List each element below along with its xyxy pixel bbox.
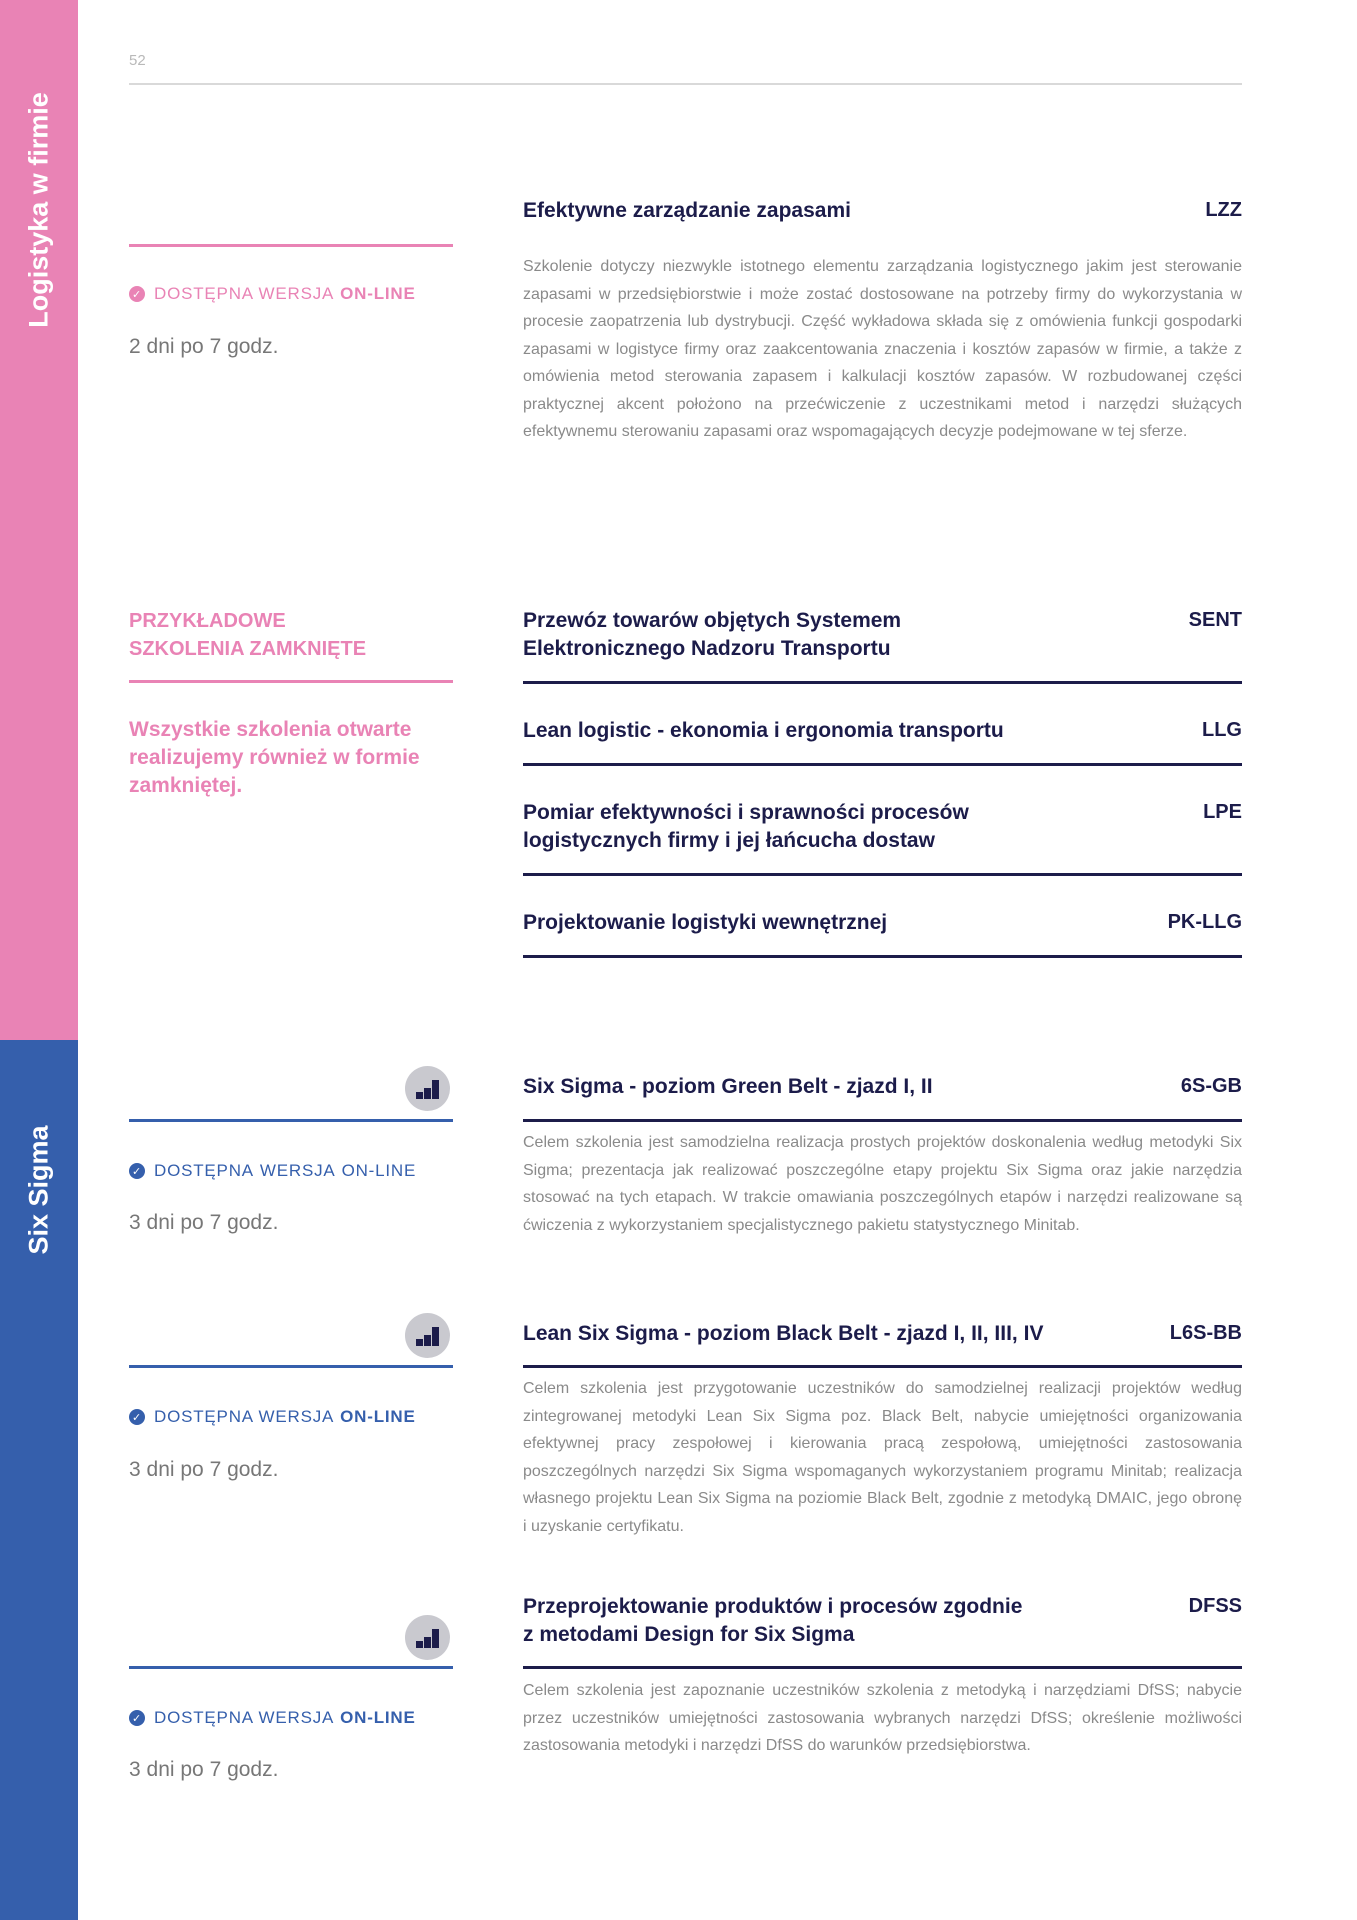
course-lzz-description: Szkolenie dotyczy niezwykle istotnego elementu zarządzania logistycznego jakim jest sterowanie zapasami w przedsiębiorstwie i może zostać dostosowane na potrzeby firmy do wykorzystania w procesie zaopatrzenia lub dystrybucji. Część wykładowa składa się z omówienia funkcji gospodarki zapasami w logistyce firmy oraz zaakcentowania znaczenia i kosztów zapasów w firmie, a także z omówienia metod sterowania zapasem i kalkulacji kosztów zapasów. W rozbudowanej części praktycznej akcent położono na przećwiczenie z uczestnikami metod i narzędzi służących efektywnemu sterowaniu zapasami oraz wspomagających decyzje podejmowane w tej sferze. [523, 258, 1242, 440]
six-sigma-bb-online-badge: ✓ DOSTĘPNA WERSJA ON-LINE [129, 1407, 416, 1427]
dfss-code: DFSS [1188, 1595, 1242, 1617]
closed-item-divider [523, 681, 1242, 684]
six-sigma-gb-duration: 3 dni po 7 godz. [129, 1211, 279, 1234]
six-sigma-bb-title: Lean Six Sigma - poziom Black Belt - zjazd I, II, III, IV [523, 1322, 1044, 1345]
dfss-right-divider [523, 1666, 1242, 1669]
sidebar-logistics-label: Logistyka w firmie [23, 92, 54, 328]
level-bars-icon [405, 1615, 450, 1660]
closed-item-pk-llg-title: Projektowanie logistyki wewnętrznej [523, 911, 888, 934]
level-bars-icon [405, 1313, 450, 1358]
sidebar-six-sigma-label: Six Sigma [23, 1125, 54, 1255]
closed-item-sent-title: Przewóz towarów objętych Systemem Elektronicznego Nadzoru Transportu [523, 609, 902, 660]
six-sigma-gb-online-badge: ✓ DOSTĘPNA WERSJA ON-LINE [129, 1161, 416, 1181]
check-circle-icon: ✓ [129, 286, 145, 302]
six-sigma-bb-left-divider [129, 1365, 453, 1368]
closed-item-sent-code: SENT [1188, 609, 1242, 631]
dfss-duration: 3 dni po 7 godz. [129, 1758, 279, 1781]
level-bars-icon [405, 1066, 450, 1111]
closed-item-divider [523, 763, 1242, 766]
six-sigma-gb-description: Celem szkolenia jest samodzielna realizacja prostych projektów doskonalenia według metodyki Six Sigma; prezentacja jak realizować poszczególne etapy projektu Six Sigma oraz jakie narzędzia stosować na tych etapach. W trakcie omawiania poszczególnych etapów i narzędzi realizowane są ćwiczenia z wykorzystaniem specjalistycznego pakietu statystycznego Minitab. [523, 1134, 1242, 1234]
header-divider [129, 83, 1242, 85]
page-number: 52 [129, 52, 146, 69]
check-circle-icon: ✓ [129, 1163, 145, 1179]
six-sigma-bb-right-divider [523, 1365, 1242, 1368]
online-highlight: ON-LINE [340, 284, 416, 303]
closed-item-llg-title: Lean logistic - ekonomia i ergonomia transportu [523, 719, 1004, 742]
closed-item-lpe-code: LPE [1203, 801, 1242, 823]
dfss-left-divider [129, 1666, 453, 1669]
closed-item-pk-llg-code: PK-LLG [1167, 911, 1242, 933]
course-lzz-code: LZZ [1205, 199, 1242, 221]
course-lzz-duration: 2 dni po 7 godz. [129, 335, 279, 358]
closed-item-divider [523, 873, 1242, 876]
six-sigma-gb-right-divider [523, 1119, 1242, 1122]
check-circle-icon: ✓ [129, 1409, 145, 1425]
six-sigma-bb-duration: 3 dni po 7 godz. [129, 1458, 279, 1481]
six-sigma-bb-description: Celem szkolenia jest przygotowanie uczestników do samodzielnej realizacji projektów według zintegrowanej metodyki Lean Six Sigma poz. Black Belt, nabycie umiejętności organizowania efektywnej pracy zespołowej i kierowania pracą zespołową, umiejętności zastosowania poszczególnych narzędzi Six Sigma wspomaganych wykorzystaniem programu Minitab; realizacja własnego projektu Lean Six Sigma na poziomie Black Belt, zgodnie z metodyką DMAIC, jego obronę i uzyskanie certyfikatu. [523, 1380, 1242, 1535]
course-lzz-online-badge [129, 284, 416, 304]
course-lzz-left-divider [129, 244, 453, 247]
closed-item-divider [523, 955, 1242, 958]
closed-trainings-heading: PRZYKŁADOWE SZKOLENIA ZAMKNIĘTE [129, 610, 367, 660]
dfss-description: Celem szkolenia jest zapoznanie uczestników szkolenia z metodyką i narzędziami DfSS; nabycie przez uczestników umiejętności zastosowania wybranych narzędzi DfSS; określenie możliwości zastosowania metodyki i narzędzi DfSS do warunków przedsiębiorstwa. [523, 1682, 1242, 1754]
course-lzz-title: Efektywne zarządzanie zapasami [523, 199, 851, 222]
sidebar-six-sigma [0, 1040, 78, 1920]
check-circle-icon: ✓ [129, 1710, 145, 1726]
six-sigma-gb-code: 6S-GB [1180, 1075, 1242, 1097]
dfss-online-badge: ✓ DOSTĘPNA WERSJA ON-LINE [129, 1708, 416, 1728]
closed-item-lpe-title: Pomiar efektywności i sprawności procesów logistycznych firmy i jej łańcucha dostaw [523, 801, 969, 852]
six-sigma-gb-left-divider [129, 1119, 453, 1122]
closed-trainings-divider [129, 680, 453, 683]
closed-trainings-note: Wszystkie szkolenia otwarte realizujemy również w formie zamkniętej. [129, 718, 420, 797]
dfss-title: Przeprojektowanie produktów i procesów zgodnie z metodami Design for Six Sigma [523, 1595, 1023, 1646]
closed-item-llg-code: LLG [1202, 719, 1242, 741]
six-sigma-bb-code: L6S-BB [1169, 1322, 1242, 1344]
six-sigma-gb-title: Six Sigma - poziom Green Belt - zjazd I, II [523, 1075, 933, 1098]
sidebar-logistics [0, 0, 78, 1040]
online-prefix: DOSTĘPNA WERSJA [154, 284, 335, 303]
